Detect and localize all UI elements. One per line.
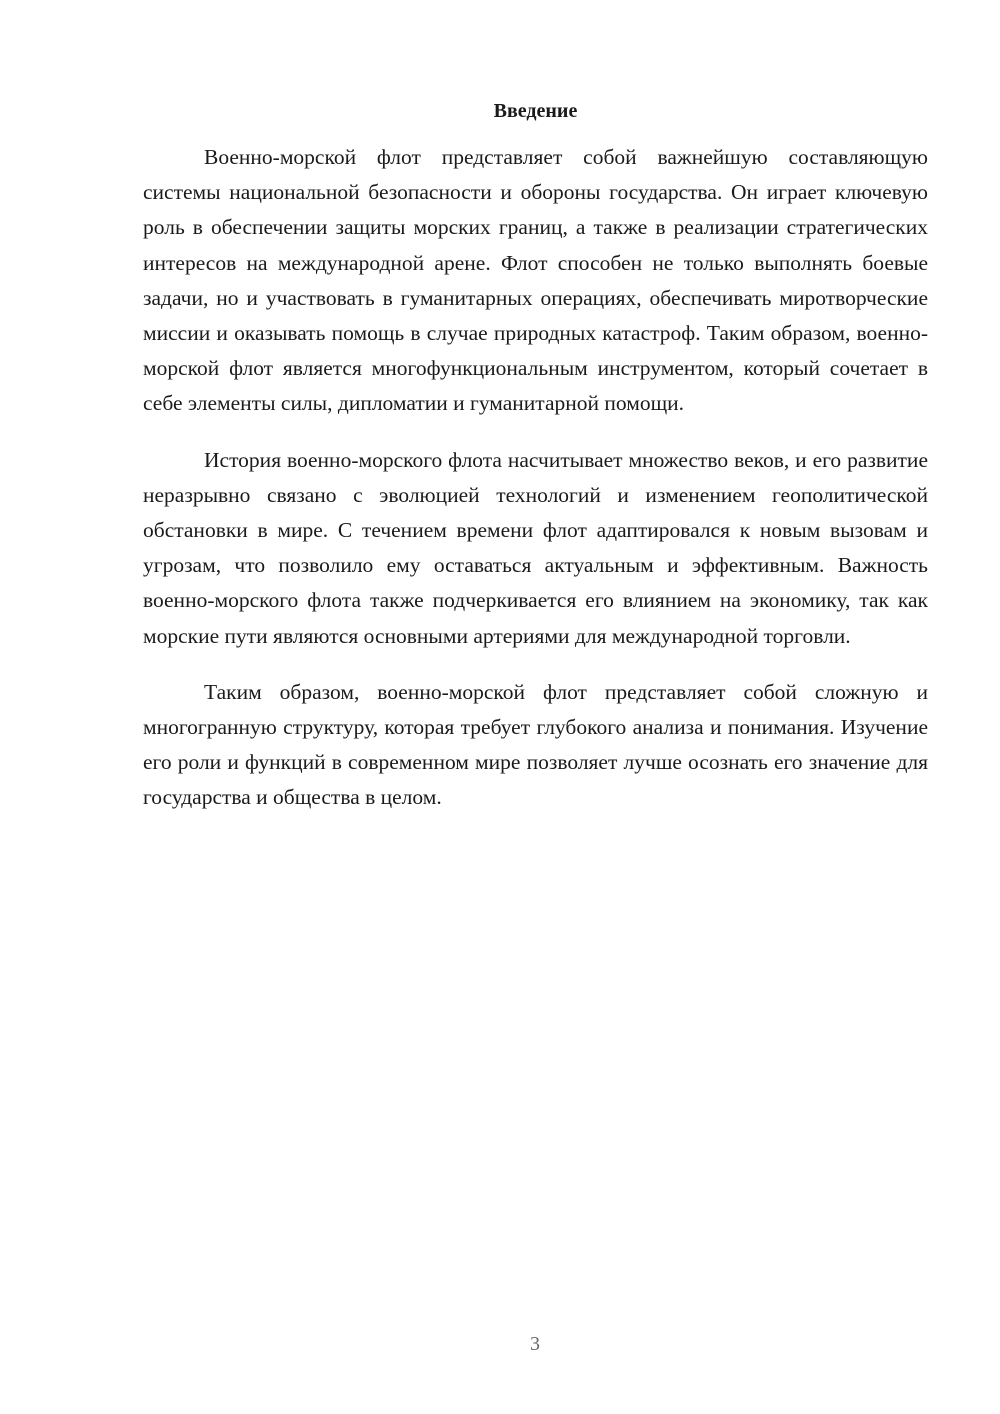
paragraph-1: Военно-морской флот представляет собой важнейшую составляющую системы национальной безопасности и обороны государства. Он играет ключевую роль в обеспечении защиты морских границ, а также в реализации стратегических интересов на международной арене. Флот способен не только выполнять боевые задачи, но и участвовать в гуманитарных операциях, обеспечивать миротворческие миссии и оказывать помощь в случае природных катастроф. Таким образом, военно-морской флот является многофункциональным инструментом, который сочетает в себе элементы силы, дипломатии и гуманитарной помощи.	[143, 145, 928, 416]
page-content	[143, 96, 928, 837]
paragraph-3: Таким образом, военно-морской флот представляет собой сложную и многогранную структуру, которая требует глубокого анализа и понимания. Изучение его роли и функций в современном мире позволяет лучше осознать его значение для государства и общества в целом.	[143, 679, 928, 810]
section-heading: Введение	[493, 100, 578, 122]
paragraph-2: История военно-морского флота насчитывает множество веков, и его развитие неразрывно связано с эволюцией технологий и изменением геополитической обстановки в мире. С течением времени флот адаптировался к новым вызовам и угрозам, что позволило ему оставаться актуальным и эффективным. Важность военно-морского флота также подчеркивается его влиянием на экономику, так как морские пути являются основными артериями для международной торговли.	[143, 447, 928, 648]
page-number: 3	[530, 1333, 540, 1355]
